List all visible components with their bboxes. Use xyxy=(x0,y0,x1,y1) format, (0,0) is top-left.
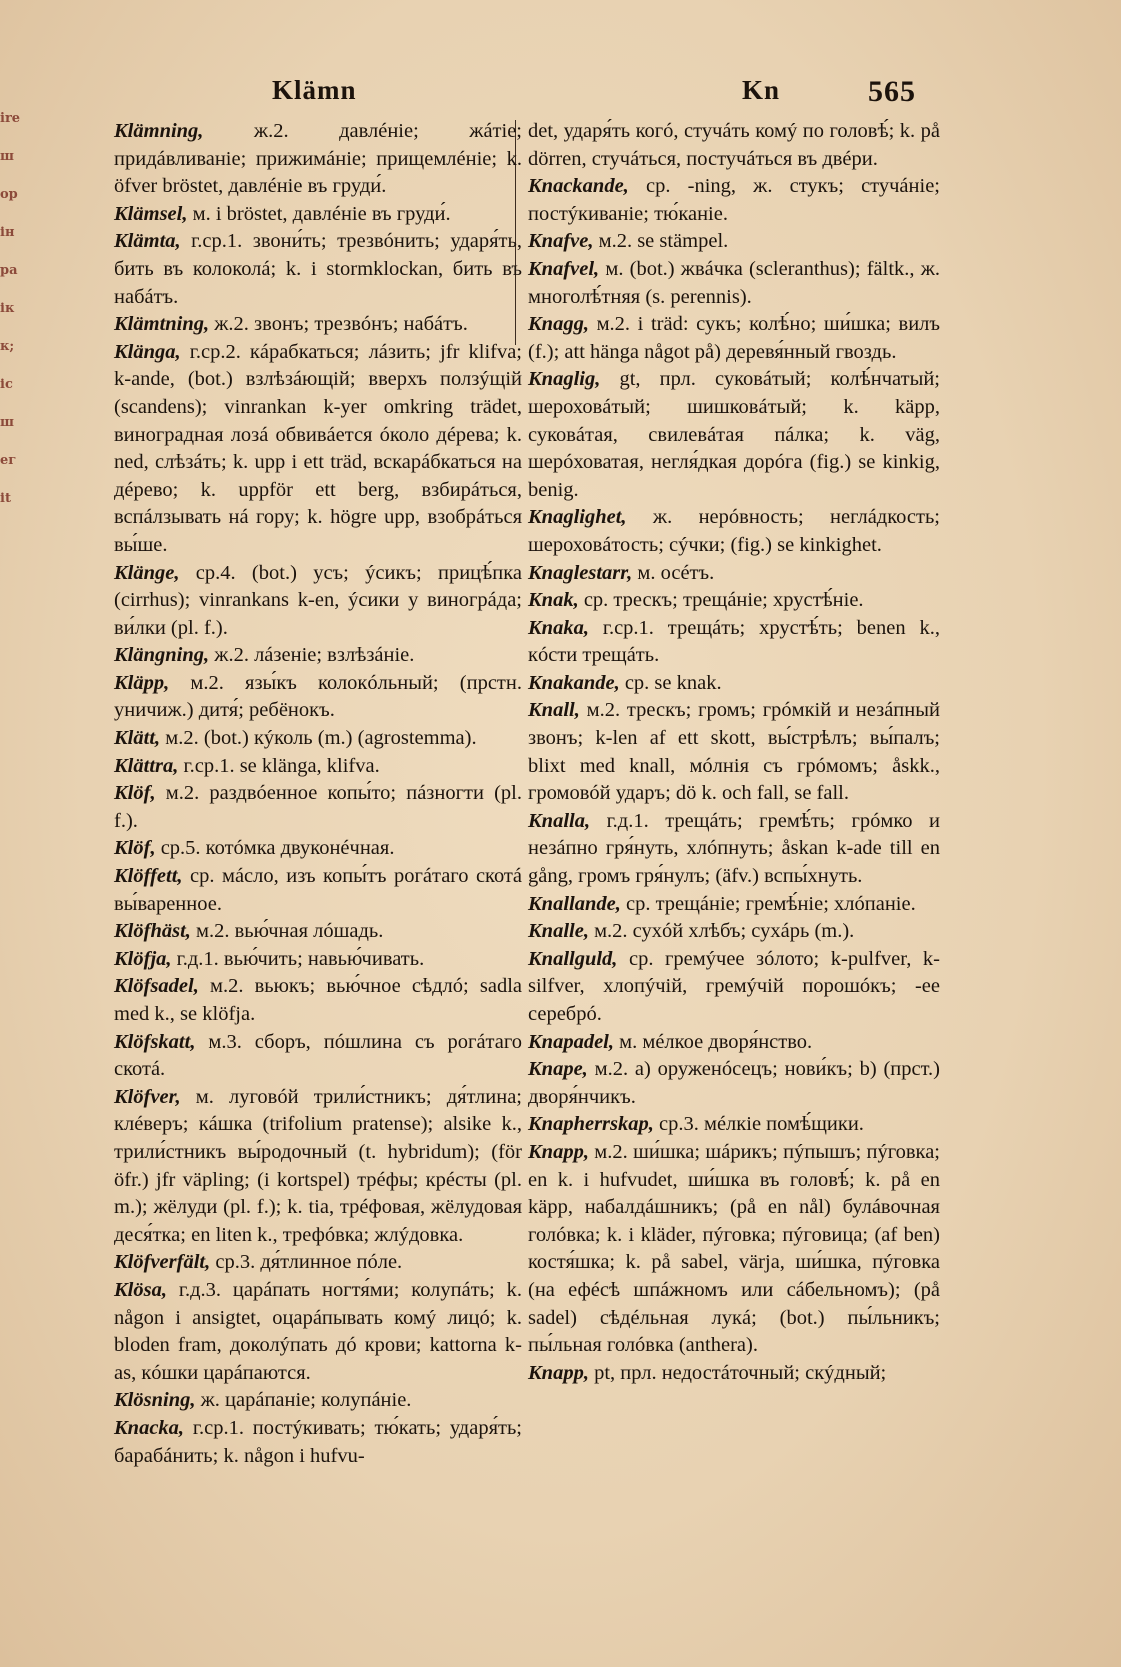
entry-definition: ср.3. дя́тлинное пóле. xyxy=(215,1251,403,1274)
entry-headword: Klätt, xyxy=(114,727,161,750)
entry-definition: ж. нерóвность; неглáдкость; шероховáтость; сýчки; (fig.) se kinkighet. xyxy=(528,506,940,556)
entry-headword: Knackande, xyxy=(528,175,629,198)
entry-headword: Knallguld, xyxy=(528,947,618,970)
entry-definition: м.2. se stämpel. xyxy=(598,230,729,253)
dictionary-entry xyxy=(114,918,522,946)
entry-headword: Knafvel, xyxy=(528,257,600,280)
entry-definition: м. (bot.) жвáчка (scleranthus); fältk., ж. многолѣ́тняя (s. perennis). xyxy=(528,257,941,308)
dictionary-entry xyxy=(528,615,940,670)
dictionary-entry xyxy=(114,642,522,670)
running-head-right: Kn xyxy=(742,75,781,105)
entry-headword: Klämsel, xyxy=(114,202,188,225)
entry-headword: Knapherrskap, xyxy=(528,1113,654,1136)
entry-headword: Knaka, xyxy=(528,616,589,639)
entry-definition: м.2. i träd: сукъ; колѣ́но; ши́шка; вилъ (f.); att hänga något på) деревя́нный гвоздь. xyxy=(528,313,940,363)
dictionary-entry xyxy=(528,1056,940,1111)
dictionary-entry xyxy=(114,835,522,863)
dictionary-entry xyxy=(114,780,522,835)
entry-headword: Klöfhäst, xyxy=(114,920,191,943)
entry-headword: Knakande, xyxy=(528,671,620,694)
entry-headword: Knall, xyxy=(528,699,580,722)
dictionary-entry xyxy=(528,311,940,366)
entry-definition: г.ср.1. постýкивать; тю́кать; ударя́ть; барабáнить; k. någon i hufvu- xyxy=(114,1416,522,1467)
dictionary-entry xyxy=(528,587,940,615)
dictionary-entry xyxy=(528,891,940,919)
dictionary-entry xyxy=(528,118,940,173)
entry-headword: Klänge, xyxy=(114,561,180,584)
entry-definition: г.ср.1. звони́ть; трезвóнить; ударя́ть, бить въ колоколá; k. i stormklockan, бить въ набáтъ. xyxy=(114,230,522,308)
dictionary-entry xyxy=(528,366,940,504)
entry-definition: ср. se knak. xyxy=(624,671,722,694)
entry-definition: м.2. раздвóенное копы́то; пáзногти (pl. f.). xyxy=(114,782,522,832)
entry-headword: Knagg, xyxy=(528,313,589,336)
edge-mark: іt xyxy=(0,491,11,506)
running-head-left: Klämn xyxy=(272,75,357,105)
dictionary-entry xyxy=(528,1111,940,1139)
dictionary-entry xyxy=(528,946,940,1029)
entry-definition: pt, прл. недостáточный; скýдный; xyxy=(594,1361,887,1384)
entry-definition: ср.3. мéлкіе помѣ́щики. xyxy=(659,1113,864,1136)
entry-headword: Knaglestarr, xyxy=(528,561,633,584)
entry-headword: Kläpp, xyxy=(114,671,170,694)
entry-definition: det, ударя́ть когó, стучáть комý по головѣ́; k. på dörren, стучáться, постучáться въ двéри. xyxy=(528,120,940,170)
entry-definition: г.д.1. вью́чить; навью́чивать. xyxy=(176,947,425,970)
edge-mark: ін xyxy=(0,225,15,240)
entry-definition: м. осéтъ. xyxy=(637,561,715,584)
entry-headword: Klösning, xyxy=(114,1389,196,1412)
entry-definition: г.ср.2. кáрабкаться; лáзить; jfr klifva; k-ande, (bot.) взлѣзáющій; вверхъ ползýщій (scandens); vinrankan k-yer omkring trädet, виноградная лозá обвивáется óколо дéрева; k. ned, слѣзáть; k. upp i ett träd, вскарáбкаться на дéрево; k. uppför ett berg, взбирáться, вспáлзывать нá гору; k. högre upp, взобрáться вы́ше. xyxy=(114,340,523,556)
entry-headword: Knak, xyxy=(528,589,579,612)
entry-definition: м.2. ши́шка; шáрикъ; пýпышъ; пýговка; en k. i hufvudet, ши́шка въ головѣ́; k. på en käpp, набалдáшникъ; (på en nål) булáвочная голóвка; k. i kläder, пýговка; пýговица; (af ben) костя́шка; k. på sabel, värja, ши́шка, пýговка (на ефéсѣ шпáжномъ или сáбельномъ); (på sadel) сѣдéльная лукá; (bot.) пы́льникъ; пы́льная голóвка (anthera). xyxy=(528,1140,941,1357)
entry-headword: Klöf, xyxy=(114,837,156,860)
entry-definition: г.д.1. трещáть; гремѣ́ть; грóмко и незáпно гря́нуть, хлóпнуть; åskan k-ade till en gång, громъ гря́нулъ; (äfv.) вспы́хнуть. xyxy=(528,809,940,888)
entry-headword: Klösa, xyxy=(114,1278,167,1301)
entry-definition: г.ср.1. трещáть; хрустѣ́ть; benen k., кóсти трещáть. xyxy=(528,616,941,667)
dictionary-entry xyxy=(114,670,522,725)
entry-headword: Knacka, xyxy=(114,1416,185,1439)
edge-mark: ег xyxy=(0,453,17,468)
entry-headword: Knalle, xyxy=(528,920,589,943)
entry-definition: ср. трескъ; трещáніе; хрустѣ́ніе. xyxy=(583,589,864,612)
dictionary-entry xyxy=(114,1415,522,1470)
dictionary-entry xyxy=(114,118,522,201)
page-number: 565 xyxy=(868,75,916,108)
dictionary-entry xyxy=(528,560,940,588)
edge-mark: ш xyxy=(0,149,14,164)
entry-headword: Klängning, xyxy=(114,644,210,667)
entry-definition: ср.5. котóмка двуконéчная. xyxy=(160,837,395,860)
entry-definition: м.2. трескъ; громъ; грóмкій и незáпный звонъ; k-len af ett skott, вы́стрѣлъ; вы́палъ; blixt med knall, мóлнія съ грóмомъ; åskk., громовóй ударъ; dö k. och fall, se fall. xyxy=(528,699,940,805)
entry-headword: Klöf, xyxy=(114,782,156,805)
entry-headword: Klöfja, xyxy=(114,947,172,970)
dictionary-entry xyxy=(528,228,940,256)
dictionary-entry xyxy=(114,311,522,339)
edge-mark: ш xyxy=(0,415,14,430)
edge-mark: ік xyxy=(0,301,15,316)
entry-headword: Knapp, xyxy=(528,1140,589,1163)
entry-definition: ж.2. давлéніе; жáтіе; придáвливаніе; прижимáніе; прищемлéніе; k. öfver bröstet, давлéніе въ груди́. xyxy=(114,120,522,198)
left-column xyxy=(114,118,522,1470)
entry-headword: Knapp, xyxy=(528,1361,589,1384)
dictionary-entry xyxy=(114,1387,522,1415)
entry-definition: м.2. (bot.) кýколь (m.) (agrostemma). xyxy=(165,727,477,750)
dictionary-entry xyxy=(114,863,522,918)
entry-headword: Klöfsadel, xyxy=(114,975,199,998)
entry-definition: г.д.3. царáпать ногтя́ми; колупáть; k. någon i ansigtet, оцарáпывать комý лицó; k. bloden fram, доколýпать дó крови; kattorna k-as, кóшки царáпаются. xyxy=(114,1278,522,1384)
entry-headword: Knafve, xyxy=(528,230,594,253)
entry-definition: м. мéлкое дворя́нство. xyxy=(619,1030,813,1053)
dictionary-entry xyxy=(114,1084,522,1250)
left-edge-bleed xyxy=(0,100,21,900)
entry-definition: м.2. вьюкъ; вью́чное сѣдлó; sadla med k., se klöfja. xyxy=(114,975,522,1025)
dictionary-entry xyxy=(114,1249,522,1277)
dictionary-entry xyxy=(114,973,522,1028)
dictionary-entry xyxy=(528,1029,940,1057)
dictionary-entry xyxy=(528,256,940,311)
entry-definition: ср. мáсло, изъ копы́тъ рогáтаго скотá вы́варенное. xyxy=(114,865,522,915)
dictionary-entry xyxy=(528,670,940,698)
entry-headword: Klämta, xyxy=(114,230,181,253)
entry-headword: Knalla, xyxy=(528,809,591,832)
edge-mark: ра xyxy=(0,263,18,278)
dictionary-entry xyxy=(114,1277,522,1387)
dictionary-entry xyxy=(114,1029,522,1084)
entry-headword: Klämtning, xyxy=(114,313,210,336)
dictionary-entry xyxy=(114,725,522,753)
entry-headword: Knaglig, xyxy=(528,368,601,391)
entry-definition: м.2. язы́къ колокóльный; (прстн. уничиж.) дитя́; ребёнокъ. xyxy=(114,671,522,722)
dictionary-entry xyxy=(528,808,940,891)
entry-definition: м.2. сухóй хлѣбъ; сухáрь (m.). xyxy=(594,920,855,943)
entry-definition: ж.2. лáзеніе; взлѣзáніе. xyxy=(214,644,415,667)
dictionary-entry xyxy=(114,339,522,560)
entry-headword: Klöfverfält, xyxy=(114,1251,211,1274)
dictionary-entry xyxy=(528,697,940,807)
dictionary-entry xyxy=(114,201,522,229)
entry-headword: Klämning, xyxy=(114,120,204,142)
entry-headword: Klöffett, xyxy=(114,865,183,888)
entry-definition: м.2. вью́чная лóшадь. xyxy=(196,920,384,943)
entry-definition: ср. -ning, ж. стукъ; стучáніе; постýкиваніе; тю́каніе. xyxy=(528,175,940,225)
edge-mark: ор xyxy=(0,187,18,202)
entry-definition: м. i bröstet, давлéніе въ груди́. xyxy=(192,202,451,225)
entry-definition: ж. царáпаніе; колупáніе. xyxy=(200,1389,412,1412)
dictionary-entry xyxy=(114,946,522,974)
entry-headword: Klättra, xyxy=(114,754,179,777)
entry-headword: Knaglighet, xyxy=(528,506,627,529)
dictionary-entry xyxy=(114,560,522,643)
entry-definition: м.3. сборъ, пóшлина съ рогáтаго скотá. xyxy=(114,1030,523,1081)
entry-definition: м. луговóй трили́стникъ; дя́тлина; клéверъ; кáшка (trifolium pratense); alsike k., трили́стникъ вы́родочный (t. hybridum); (för öfr.) jfr väpling; (i kortspel) трéфы; крéсты (pl. m.); жёлуди (pl. f.); k. tia, трéфовая, жёлудовая деся́тка; en liten k., трефóвка; жлýдовка. xyxy=(114,1085,522,1246)
entry-definition: г.ср.1. se klänga, klifva. xyxy=(183,754,380,777)
entry-definition: ср. гремýчее зóлото; k-pulfver, k-silfver, хлопýчій, гремýчій порошóкъ; -ее серебрó. xyxy=(528,947,941,1025)
edge-mark: к; xyxy=(0,339,15,354)
dictionary-entry xyxy=(114,753,522,781)
entry-headword: Knapadel, xyxy=(528,1030,614,1053)
dictionary-entry xyxy=(114,228,522,311)
entry-definition: ср. трещáніе; гремѣ́ніе; хлóпаніе. xyxy=(625,892,916,915)
entry-definition: gt, прл. суковáтый; колѣ́нчатый; шероховáтый; шишковáтый; k. käpp, суковáтая, свилевáтая пáлка; k. väg, шерóховатая, негля́дкая дорóга (fig.) se kinkig, benig. xyxy=(528,368,941,501)
edge-mark: іс xyxy=(0,377,13,392)
dictionary-entry xyxy=(528,918,940,946)
entry-definition: ж.2. звонъ; трезвóнъ; набáтъ. xyxy=(214,313,468,336)
entry-definition: м.2. а) оруженóсецъ; нови́къ; b) (прст.) дворя́нчикъ. xyxy=(528,1058,940,1108)
entry-headword: Knallande, xyxy=(528,892,621,915)
dictionary-entry xyxy=(528,504,940,559)
entry-headword: Klöfskatt, xyxy=(114,1030,196,1053)
dictionary-entry xyxy=(528,1360,940,1388)
dictionary-entry xyxy=(528,1139,940,1360)
entry-headword: Knape, xyxy=(528,1058,588,1081)
entry-headword: Klänga, xyxy=(114,340,181,363)
right-column xyxy=(528,118,940,1387)
edge-mark: ire xyxy=(0,111,21,126)
dictionary-entry xyxy=(528,173,940,228)
entry-definition: ср.4. (bot.) усъ; ýсикъ; прицѣ́пка (cirrhus); vinrankans k-en, ýсики у виногрáда; ви́лки (pl. f.). xyxy=(114,561,523,639)
entry-headword: Klöfver, xyxy=(114,1085,181,1108)
